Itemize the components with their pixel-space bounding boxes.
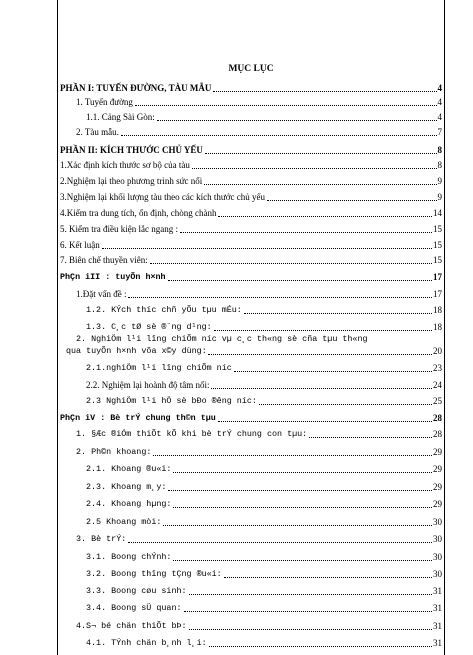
toc-entry-page: 8	[437, 145, 442, 155]
toc-entry-text: 2.5 Khoang mòi:	[86, 517, 162, 527]
toc-entry-page: 8	[437, 160, 442, 170]
toc-entry[interactable]	[76, 531, 444, 545]
dot-leader	[173, 560, 432, 561]
toc-entry[interactable]	[60, 252, 444, 266]
dot-leader	[192, 168, 437, 169]
toc-entry[interactable]	[76, 618, 444, 632]
dot-leader	[135, 105, 437, 106]
dot-leader	[128, 542, 432, 543]
dot-leader	[189, 629, 432, 630]
toc-entry[interactable]	[86, 377, 444, 391]
toc-entry[interactable]	[86, 583, 444, 597]
toc-entry[interactable]	[86, 496, 444, 510]
dot-leader	[218, 421, 432, 422]
toc-entry-text: 2.3. Khoang m¸y:	[86, 482, 167, 492]
toc-entry-text: 2.2. Nghiệm lại hoành độ tâm nổi:	[86, 380, 210, 390]
toc-entry-page: 31	[433, 586, 442, 596]
toc-entry-text: PhÇn iII : tuyÕn h×nh	[60, 272, 166, 282]
toc-entry-text: 3.4. Boong sÜ quan:	[86, 603, 182, 613]
toc-entry[interactable]	[86, 319, 444, 333]
toc-entry-text: 3.3. Boong cøu sinh:	[86, 586, 187, 596]
toc-entry-page: 31	[433, 603, 442, 613]
toc-entry-text: PHẦN II: KÍCH THƯỚC CHỦ YẾU	[60, 145, 203, 155]
toc-entry-text: 2.Nghiệm lại theo phương trình sức nổi	[60, 176, 203, 186]
dot-leader	[189, 594, 432, 595]
toc-entry-text: 4.Kiểm tra dung tích, ổn định, chòng chành	[60, 208, 217, 218]
toc-entry-text: 1. §Æc ®iÓm thiÕt kÕ khi bè trÝ chung con tµu:	[76, 429, 308, 439]
toc-entry-page: 30	[433, 517, 442, 527]
toc-entry-text: 4.S¬ bé chän thiÕt bÞ:	[76, 621, 187, 631]
dot-leader	[259, 404, 432, 405]
dot-leader	[309, 437, 432, 438]
document-page	[57, 0, 445, 655]
toc-entry-page: 30	[433, 534, 442, 544]
toc-entry[interactable]	[66, 333, 444, 359]
dot-leader	[173, 472, 432, 473]
toc-entry[interactable]	[60, 410, 444, 424]
toc-entry[interactable]	[76, 286, 444, 300]
toc-entry-page: 31	[433, 621, 442, 631]
toc-entry-page: 18	[433, 322, 442, 332]
toc-entry-page: 30	[433, 552, 442, 562]
toc-entry[interactable]	[86, 566, 444, 580]
toc-entry[interactable]	[86, 360, 444, 374]
dot-leader	[224, 577, 432, 578]
toc-entry-text: 6. Kết luận	[60, 240, 100, 250]
toc-entry-page: 31	[433, 638, 442, 648]
dot-leader	[153, 455, 432, 456]
toc-entry-text: 2. Ph©n khoang:	[76, 447, 152, 457]
toc-entry[interactable]	[60, 205, 444, 219]
toc-entry-text: 3. Bè trÝ:	[76, 534, 127, 544]
toc-entry[interactable]	[86, 302, 444, 316]
toc-entry[interactable]	[86, 479, 444, 493]
toc-entry[interactable]	[60, 173, 444, 187]
toc-entry-page: 28	[433, 429, 442, 439]
toc-entry-text: 1.Xác định kích thước sơ bộ của tàu	[60, 160, 190, 170]
toc-entry-text: PhÇn iV : Bè trÝ chung th©n tµu	[60, 413, 216, 423]
toc-entry-text: 2.1.nghiÖm l¹i lîng chiÕm níc	[86, 363, 232, 373]
toc-entry-text: 1.2. KÝch thíc chñ yÕu tµu mÉu:	[86, 305, 242, 315]
toc-title: MỤC LỤC	[228, 64, 274, 74]
toc-entry-text: 1.1. Cảng Sài Gòn:	[86, 112, 155, 122]
toc-entry[interactable]	[60, 80, 444, 94]
toc-entry-page: 29	[433, 499, 442, 509]
toc-entry[interactable]	[60, 269, 444, 283]
dot-leader	[168, 280, 432, 281]
dot-leader	[157, 120, 437, 121]
toc-entry[interactable]	[86, 109, 444, 123]
toc-entry-page: 24	[433, 380, 442, 390]
toc-entry-text: 2.1. Khoang ®u«i:	[86, 464, 172, 474]
dot-leader	[211, 388, 432, 389]
toc-entry-page: 15	[433, 224, 442, 234]
toc-entry-page: 4	[437, 83, 442, 93]
toc-entry[interactable]	[60, 237, 444, 251]
toc-entry-text: 1.Đặt vấn đề :	[76, 289, 127, 299]
toc-entry-page: 23	[433, 363, 442, 373]
dot-leader	[150, 263, 432, 264]
toc-entry[interactable]	[76, 444, 444, 458]
toc-entry-page: 20	[433, 346, 442, 356]
toc-entry[interactable]	[86, 600, 444, 614]
toc-entry-text: 3.1. Boong chÝnh:	[86, 552, 172, 562]
toc-entry-text: 2. NghiÖm l¹i lîng chiÕm níc vµ c¸c th«ng sè cña tµu th«ng	[76, 334, 368, 344]
toc-entry[interactable]	[76, 94, 444, 108]
toc-entry-page: 15	[433, 240, 442, 250]
dot-leader	[128, 297, 432, 298]
toc-entry[interactable]	[60, 157, 444, 171]
toc-entry-text: PHẦN I: TUYẾN ĐƯỜNG, TÀU MẪU	[60, 83, 212, 93]
toc-entry-page: 29	[433, 447, 442, 457]
toc-entry[interactable]	[86, 461, 444, 475]
toc-entry-page: 15	[433, 255, 442, 265]
toc-entry-text: 3.2. Boong thîng tÇng ®u«i:	[86, 569, 222, 579]
toc-entry[interactable]	[86, 393, 444, 407]
toc-entry-text: 1. Tuyến đường	[76, 97, 133, 107]
toc-entry[interactable]	[60, 221, 444, 235]
toc-entry[interactable]	[76, 124, 444, 138]
toc-entry[interactable]	[86, 514, 444, 528]
dot-leader	[267, 200, 437, 201]
dot-leader	[208, 354, 432, 355]
dot-leader	[244, 313, 432, 314]
dot-leader	[209, 646, 432, 647]
dot-leader	[205, 153, 437, 154]
toc-entry-page: 4	[437, 112, 442, 122]
dot-leader	[173, 507, 432, 508]
toc-entry-page: 14	[433, 208, 442, 218]
toc-entry-text: 2. Tàu mẫu.	[76, 127, 119, 137]
dot-leader	[213, 91, 436, 92]
toc-entry[interactable]	[76, 426, 444, 440]
toc-entry-page: 4	[437, 97, 442, 107]
dot-leader	[184, 611, 433, 612]
dot-leader	[180, 232, 432, 233]
toc-entry-page: 28	[433, 413, 442, 423]
toc-entry-text-cont: qua tuyÕn h×nh võa x©y dùng:	[66, 346, 207, 356]
dot-leader	[102, 248, 432, 249]
dot-leader	[168, 490, 432, 491]
toc-entry-page: 9	[437, 176, 442, 186]
toc-entry-page: 17	[433, 289, 442, 299]
toc-entry-page: 18	[433, 305, 442, 315]
toc-entry-text: 7. Biên chế thuyền viên:	[60, 255, 148, 265]
toc-entry-page: 30	[433, 569, 442, 579]
toc-entry-page: 7	[437, 127, 442, 137]
toc-entry[interactable]	[86, 635, 444, 649]
toc-entry-page: 29	[433, 482, 442, 492]
dot-leader	[234, 371, 432, 372]
dot-leader	[214, 330, 432, 331]
toc-entry-text: 2.4. Khoang hµng:	[86, 499, 172, 509]
toc-entry-text: 4.1. TÝnh chän b¸nh l¸i:	[86, 638, 207, 648]
toc-entry-page: 9	[437, 192, 442, 202]
toc-entry-text: 5. Kiểm tra điều kiện lắc ngang :	[60, 224, 178, 234]
toc-entry-text: 1.3. C¸c tØ sè ®¨ng d¹ng:	[86, 322, 212, 332]
toc-entry[interactable]	[60, 189, 444, 203]
toc-entry[interactable]	[60, 142, 444, 156]
dot-leader	[121, 135, 437, 136]
toc-entry-page: 29	[433, 464, 442, 474]
dot-leader	[204, 184, 436, 185]
toc-entry-page: 25	[433, 396, 442, 406]
toc-entry-page: 17	[433, 272, 442, 282]
dot-leader	[163, 525, 432, 526]
toc-entry-text: 3.Nghiệm lại khối lượng tàu theo các kích thước chủ yếu	[60, 192, 265, 202]
dot-leader	[218, 216, 432, 217]
toc-entry[interactable]	[86, 549, 444, 563]
toc-entry-text: 2.3 NghiÖm l¹i hÖ sè bÐo ®êng níc:	[86, 396, 257, 406]
